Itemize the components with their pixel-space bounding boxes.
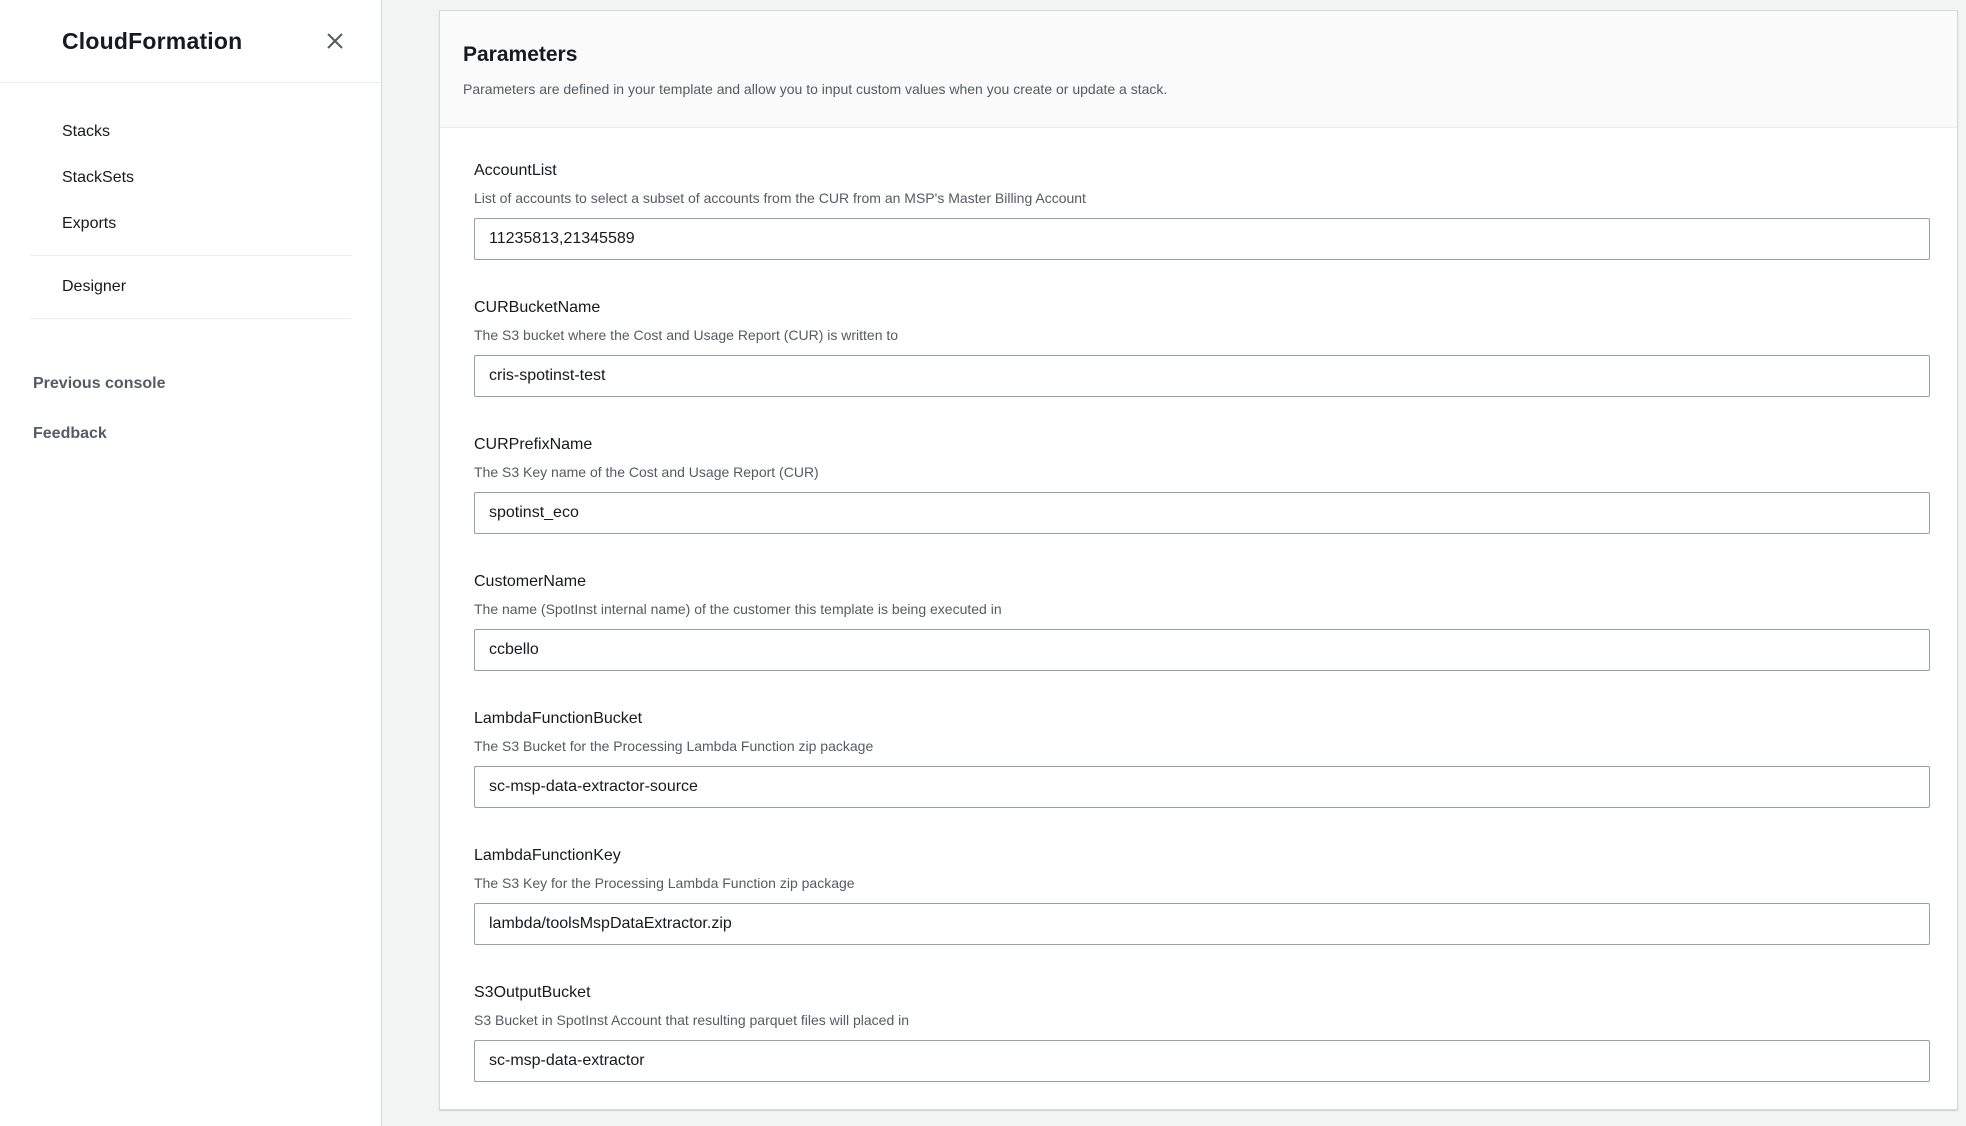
parameters-form: [440, 128, 1957, 1082]
sidebar-divider: [30, 255, 351, 256]
parameter-description: The S3 Bucket for the Processing Lambda Function zip package: [474, 738, 874, 754]
parameter-description: S3 Bucket in SpotInst Account that resulting parquet files will placed in: [474, 1012, 910, 1028]
parameter-label: CURBucketName: [474, 299, 601, 316]
parameter-description: The S3 Key for the Processing Lambda Function zip package: [474, 875, 855, 891]
parameter-field: [474, 297, 1930, 397]
parameter-label: CustomerName: [474, 573, 587, 590]
parameter-input-lambdafunctionbucket[interactable]: [474, 766, 1930, 808]
sidebar-item-exports[interactable]: Exports: [62, 215, 117, 232]
panel-title: Parameters: [463, 43, 578, 66]
main-content: [382, 0, 1966, 1126]
close-sidebar-button[interactable]: [321, 27, 349, 55]
parameter-input-accountlist[interactable]: [474, 218, 1930, 260]
parameter-field: [474, 434, 1930, 534]
sidebar-item-stacksets[interactable]: StackSets: [62, 169, 135, 186]
parameter-label: LambdaFunctionBucket: [474, 710, 643, 727]
panel-description: Parameters are defined in your template and allow you to input custom values when you create or update a stack.: [463, 81, 1168, 97]
close-icon: [325, 31, 345, 51]
sidebar-item-designer[interactable]: Designer: [62, 278, 127, 295]
sidebar-item-stacks[interactable]: Stacks: [62, 123, 111, 140]
parameter-input-curprefixname[interactable]: [474, 492, 1930, 534]
parameter-label: CURPrefixName: [474, 436, 593, 453]
parameter-field: [474, 708, 1930, 808]
parameter-input-curbucketname[interactable]: [474, 355, 1930, 397]
sidebar-nav-secondary: [0, 264, 381, 310]
sidebar-header: [0, 0, 381, 83]
parameter-description: The S3 Key name of the Cost and Usage Report (CUR): [474, 464, 819, 480]
parameter-field: [474, 845, 1930, 945]
parameters-panel-header: [440, 11, 1957, 128]
parameter-input-lambdafunctionkey[interactable]: [474, 903, 1930, 945]
parameter-description: List of accounts to select a subset of accounts from the CUR from an MSP's Master Billing Account: [474, 190, 1086, 206]
parameter-label: LambdaFunctionKey: [474, 847, 621, 864]
sidebar-nav-primary: [0, 109, 381, 247]
parameter-field: [474, 160, 1930, 260]
parameter-field: [474, 982, 1930, 1082]
parameter-field: [474, 571, 1930, 671]
sidebar: [0, 0, 382, 1126]
parameter-description: The name (SpotInst internal name) of the customer this template is being executed in: [474, 601, 1002, 617]
parameters-panel: [439, 10, 1958, 1110]
parameter-label: S3OutputBucket: [474, 984, 591, 1001]
parameter-input-customername[interactable]: [474, 629, 1930, 671]
sidebar-footer-links: [0, 359, 381, 459]
sidebar-link-feedback[interactable]: Feedback: [33, 425, 107, 442]
parameter-label: AccountList: [474, 162, 557, 179]
sidebar-link-previous-console[interactable]: Previous console: [33, 375, 166, 392]
sidebar-nav: [0, 109, 381, 459]
parameter-input-s3outputbucket[interactable]: [474, 1040, 1930, 1082]
sidebar-title: CloudFormation: [62, 28, 243, 54]
sidebar-divider: [30, 318, 351, 319]
parameter-description: The S3 bucket where the Cost and Usage Report (CUR) is written to: [474, 327, 899, 343]
